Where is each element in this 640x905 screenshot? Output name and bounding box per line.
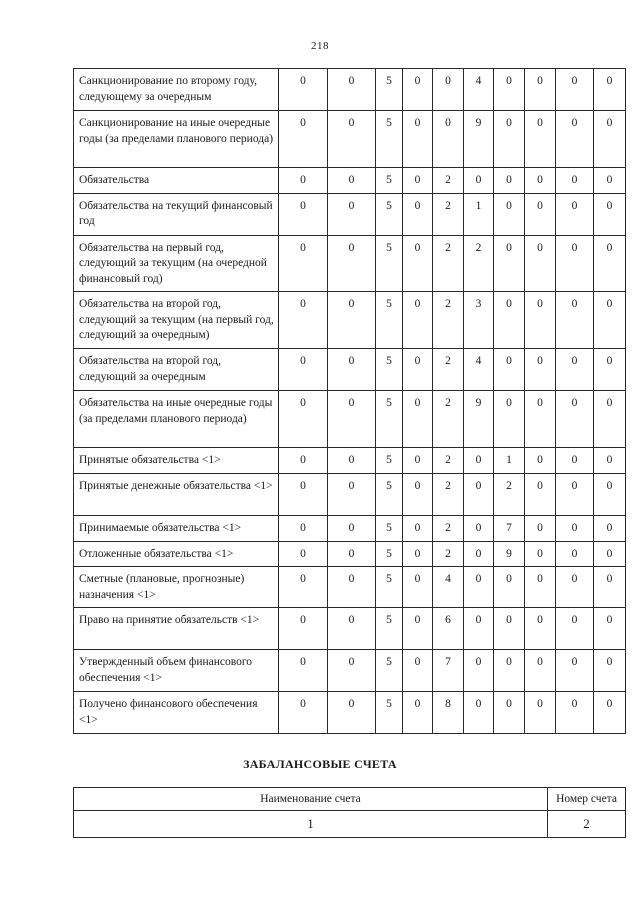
account-digit: 0 — [433, 111, 464, 168]
account-digit: 0 — [525, 541, 556, 567]
account-digit: 0 — [403, 516, 433, 542]
account-digit: 0 — [494, 391, 525, 448]
account-digit: 0 — [594, 608, 626, 650]
account-digit: 0 — [494, 608, 525, 650]
account-digit: 5 — [376, 567, 403, 608]
account-digit: 0 — [279, 567, 328, 608]
account-digit: 0 — [594, 349, 626, 391]
account-digit: 0 — [525, 235, 556, 292]
table-row — [74, 168, 626, 194]
account-digit: 0 — [556, 567, 594, 608]
account-digit: 0 — [464, 516, 494, 542]
account-digit: 0 — [403, 235, 433, 292]
table-row — [74, 608, 626, 650]
table-row — [74, 516, 626, 542]
account-digit: 0 — [525, 692, 556, 734]
table-row — [74, 69, 626, 111]
account-digit: 0 — [464, 541, 494, 567]
account-digit: 2 — [433, 193, 464, 235]
account-digit: 0 — [328, 292, 376, 349]
account-digit: 0 — [279, 292, 328, 349]
account-digit: 0 — [279, 193, 328, 235]
account-digit: 0 — [464, 567, 494, 608]
account-name: Обязательства на первый год, следующий за текущим (на очередной финансовый год) — [74, 235, 279, 292]
account-digit: 0 — [494, 193, 525, 235]
account-digit: 0 — [328, 448, 376, 474]
account-name: Получено финансового обеспечения <1> — [74, 692, 279, 734]
account-name: Принимаемые обязательства <1> — [74, 516, 279, 542]
table-row — [74, 349, 626, 391]
accounts-table-body — [74, 69, 626, 734]
account-digit: 2 — [433, 168, 464, 194]
account-digit: 8 — [433, 692, 464, 734]
account-digit: 0 — [525, 567, 556, 608]
account-digit: 0 — [594, 474, 626, 516]
account-digit: 0 — [525, 168, 556, 194]
account-digit: 0 — [403, 650, 433, 692]
account-digit: 0 — [556, 111, 594, 168]
account-digit: 0 — [328, 608, 376, 650]
account-digit: 0 — [556, 650, 594, 692]
account-digit: 0 — [279, 448, 328, 474]
account-digit: 0 — [403, 448, 433, 474]
table-row — [74, 541, 626, 567]
section-title: ЗАБАЛАНСОВЫЕ СЧЕТА — [243, 757, 397, 771]
account-digit: 6 — [433, 608, 464, 650]
account-digit: 0 — [494, 235, 525, 292]
account-digit: 0 — [279, 692, 328, 734]
table-row — [74, 391, 626, 448]
account-digit: 0 — [594, 650, 626, 692]
account-digit: 0 — [403, 474, 433, 516]
account-name: Право на принятие обязательств <1> — [74, 608, 279, 650]
account-digit: 0 — [525, 448, 556, 474]
account-digit: 0 — [403, 292, 433, 349]
account-digit: 2 — [433, 391, 464, 448]
account-digit: 2 — [433, 516, 464, 542]
account-digit: 0 — [556, 168, 594, 194]
account-digit: 0 — [464, 474, 494, 516]
account-digit: 0 — [403, 541, 433, 567]
account-digit: 0 — [556, 292, 594, 349]
table-row — [74, 567, 626, 608]
account-digit: 0 — [594, 193, 626, 235]
account-digit: 0 — [525, 516, 556, 542]
account-digit: 0 — [328, 111, 376, 168]
account-digit: 0 — [556, 516, 594, 542]
account-digit: 2 — [494, 474, 525, 516]
account-digit: 0 — [403, 608, 433, 650]
account-digit: 0 — [328, 474, 376, 516]
column-index-2: 2 — [548, 811, 626, 838]
account-digit: 0 — [556, 69, 594, 111]
account-digit: 0 — [494, 69, 525, 111]
account-digit: 5 — [376, 541, 403, 567]
account-digit: 2 — [433, 235, 464, 292]
account-name: Обязательства на текущий финансовый год — [74, 193, 279, 235]
account-digit: 0 — [328, 541, 376, 567]
account-digit: 0 — [279, 608, 328, 650]
account-name: Принятые денежные обязательства <1> — [74, 474, 279, 516]
account-digit: 0 — [494, 692, 525, 734]
account-digit: 0 — [403, 193, 433, 235]
account-digit: 0 — [594, 69, 626, 111]
account-digit: 0 — [464, 448, 494, 474]
account-digit: 0 — [279, 391, 328, 448]
account-digit: 0 — [594, 391, 626, 448]
account-digit: 0 — [464, 650, 494, 692]
account-digit: 0 — [594, 516, 626, 542]
account-name: Утвержденный объем финансового обеспечения <1> — [74, 650, 279, 692]
account-digit: 0 — [464, 168, 494, 194]
account-digit: 0 — [594, 567, 626, 608]
account-digit: 5 — [376, 608, 403, 650]
column-header-account-number: Номер счета — [548, 788, 626, 811]
account-digit: 0 — [594, 448, 626, 474]
account-digit: 0 — [494, 111, 525, 168]
account-digit: 0 — [525, 111, 556, 168]
table-row — [74, 193, 626, 235]
account-digit: 7 — [494, 516, 525, 542]
account-digit: 1 — [494, 448, 525, 474]
account-name: Отложенные обязательства <1> — [74, 541, 279, 567]
account-digit: 4 — [464, 69, 494, 111]
account-digit: 0 — [494, 349, 525, 391]
account-digit: 0 — [525, 193, 556, 235]
account-digit: 0 — [525, 474, 556, 516]
account-digit: 0 — [594, 235, 626, 292]
account-digit: 0 — [525, 608, 556, 650]
account-digit: 0 — [403, 567, 433, 608]
account-digit: 2 — [433, 292, 464, 349]
account-digit: 0 — [525, 69, 556, 111]
account-digit: 0 — [494, 650, 525, 692]
account-digit: 3 — [464, 292, 494, 349]
account-digit: 5 — [376, 692, 403, 734]
account-digit: 0 — [279, 235, 328, 292]
account-digit: 5 — [376, 391, 403, 448]
account-digit: 0 — [464, 608, 494, 650]
account-digit: 5 — [376, 650, 403, 692]
account-digit: 0 — [279, 650, 328, 692]
account-digit: 0 — [556, 541, 594, 567]
account-digit: 9 — [464, 111, 494, 168]
account-digit: 0 — [556, 608, 594, 650]
account-digit: 0 — [403, 111, 433, 168]
account-digit: 0 — [328, 567, 376, 608]
account-digit: 5 — [376, 349, 403, 391]
account-digit: 0 — [525, 391, 556, 448]
account-digit: 4 — [433, 567, 464, 608]
table-index-row — [74, 811, 626, 838]
account-digit: 7 — [433, 650, 464, 692]
account-digit: 5 — [376, 235, 403, 292]
account-digit: 0 — [328, 391, 376, 448]
account-digit: 0 — [279, 69, 328, 111]
account-digit: 2 — [464, 235, 494, 292]
account-digit: 1 — [464, 193, 494, 235]
account-digit: 0 — [403, 349, 433, 391]
account-digit: 9 — [494, 541, 525, 567]
account-digit: 5 — [376, 193, 403, 235]
account-digit: 0 — [494, 567, 525, 608]
account-digit: 0 — [403, 391, 433, 448]
account-name: Принятые обязательства <1> — [74, 448, 279, 474]
account-digit: 0 — [279, 541, 328, 567]
account-digit: 0 — [525, 650, 556, 692]
account-digit: 0 — [556, 692, 594, 734]
account-name: Обязательства на второй год, следующий за текущим (на первый год, следующий за очередным) — [74, 292, 279, 349]
account-digit: 0 — [279, 111, 328, 168]
page-number: 218 — [311, 40, 329, 52]
account-name: Сметные (плановые, прогнозные) назначения <1> — [74, 567, 279, 608]
account-digit: 0 — [594, 111, 626, 168]
table-row — [74, 292, 626, 349]
account-digit: 5 — [376, 168, 403, 194]
account-digit: 5 — [376, 474, 403, 516]
account-digit: 0 — [594, 541, 626, 567]
table-row — [74, 448, 626, 474]
table-row — [74, 111, 626, 168]
account-digit: 0 — [556, 391, 594, 448]
account-digit: 0 — [403, 692, 433, 734]
account-digit: 0 — [556, 235, 594, 292]
account-digit: 0 — [328, 692, 376, 734]
account-digit: 0 — [433, 69, 464, 111]
account-digit: 0 — [594, 292, 626, 349]
account-digit: 0 — [279, 349, 328, 391]
account-digit: 0 — [594, 692, 626, 734]
account-digit: 0 — [279, 474, 328, 516]
account-digit: 0 — [525, 292, 556, 349]
account-name: Обязательства — [74, 168, 279, 194]
account-digit: 0 — [279, 168, 328, 194]
account-digit: 0 — [328, 516, 376, 542]
account-name: Обязательства на иные очередные годы (за пределами планового периода) — [74, 391, 279, 448]
account-digit: 0 — [556, 474, 594, 516]
account-digit: 0 — [556, 349, 594, 391]
account-digit: 0 — [328, 349, 376, 391]
accounts-table — [73, 68, 626, 734]
table-row — [74, 235, 626, 292]
account-digit: 0 — [464, 692, 494, 734]
account-digit: 0 — [328, 650, 376, 692]
account-digit: 0 — [328, 168, 376, 194]
account-digit: 9 — [464, 391, 494, 448]
account-digit: 2 — [433, 448, 464, 474]
account-digit: 5 — [376, 69, 403, 111]
account-name: Санкционирование по второму году, следующему за очередным — [74, 69, 279, 111]
table-row — [74, 650, 626, 692]
table-row — [74, 692, 626, 734]
account-digit: 4 — [464, 349, 494, 391]
account-digit: 0 — [279, 516, 328, 542]
account-digit: 0 — [494, 292, 525, 349]
account-digit: 0 — [403, 69, 433, 111]
off-balance-table — [73, 787, 626, 838]
account-digit: 0 — [494, 168, 525, 194]
account-digit: 0 — [594, 168, 626, 194]
account-digit: 5 — [376, 292, 403, 349]
account-digit: 0 — [525, 349, 556, 391]
account-digit: 2 — [433, 541, 464, 567]
account-digit: 5 — [376, 111, 403, 168]
column-header-account-name: Наименование счета — [74, 788, 548, 811]
column-index-1: 1 — [74, 811, 548, 838]
account-digit: 0 — [328, 69, 376, 111]
account-name: Санкционирование на иные очередные годы (за пределами планового периода) — [74, 111, 279, 168]
account-digit: 0 — [556, 193, 594, 235]
account-digit: 0 — [556, 448, 594, 474]
account-digit: 2 — [433, 474, 464, 516]
account-digit: 5 — [376, 448, 403, 474]
account-digit: 2 — [433, 349, 464, 391]
account-digit: 0 — [328, 193, 376, 235]
table-row — [74, 474, 626, 516]
table-header-row — [74, 788, 626, 811]
account-digit: 0 — [403, 168, 433, 194]
account-digit: 5 — [376, 516, 403, 542]
account-name: Обязательства на второй год, следующий за очередным — [74, 349, 279, 391]
account-digit: 0 — [328, 235, 376, 292]
